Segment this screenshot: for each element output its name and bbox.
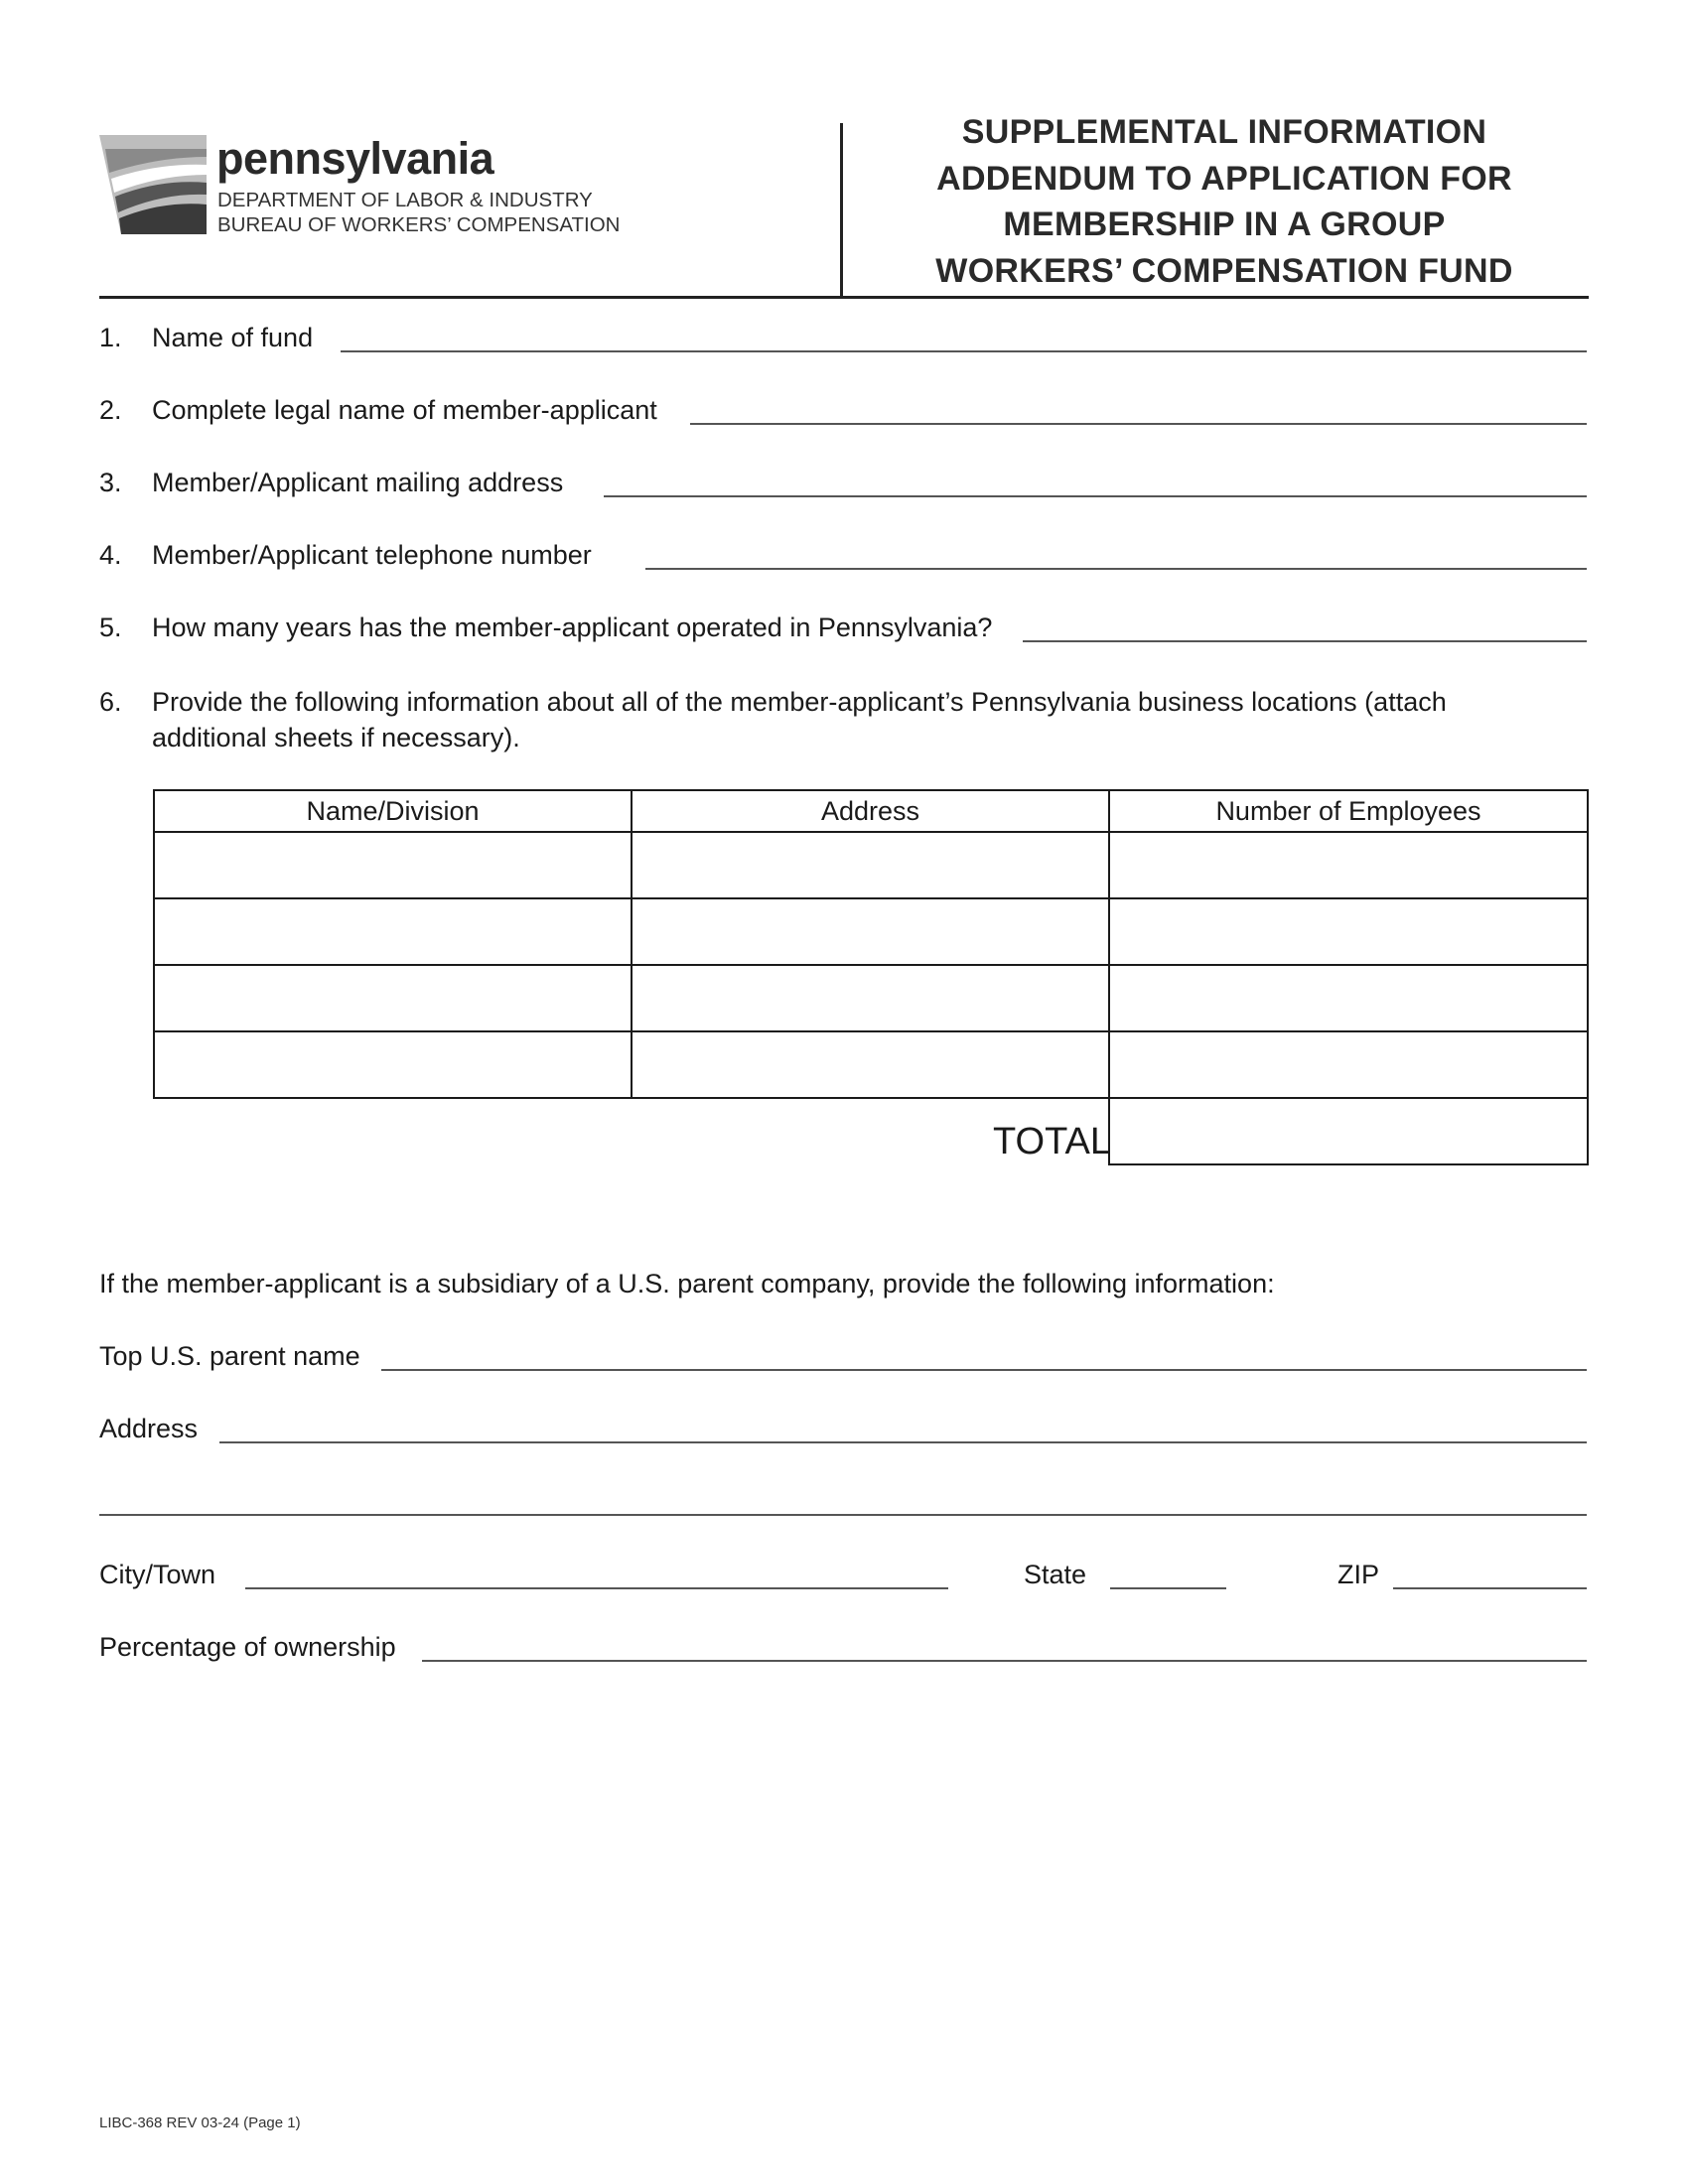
title-line: SUPPLEMENTAL INFORMATION bbox=[961, 113, 1487, 151]
title-line: ADDENDUM TO APPLICATION FOR bbox=[936, 159, 1512, 198]
ownership-percentage-label: Percentage of ownership bbox=[99, 1632, 396, 1662]
question-label-fund-name: Name of fund bbox=[152, 323, 314, 352]
department-line: DEPARTMENT OF LABOR & INDUSTRY bbox=[217, 189, 593, 211]
table-row bbox=[154, 1031, 1588, 1098]
question-label-mailing-address: Member/Applicant mailing address bbox=[152, 468, 564, 497]
state-field[interactable] bbox=[1110, 1587, 1226, 1589]
question-number: 6. bbox=[99, 687, 122, 717]
question-number: 4. bbox=[99, 540, 122, 570]
column-header-address: Address bbox=[632, 790, 1109, 832]
employees-cell[interactable] bbox=[1109, 898, 1588, 965]
business-locations-table bbox=[153, 789, 1589, 1099]
total-employees-field[interactable] bbox=[1108, 1099, 1589, 1165]
question-number: 2. bbox=[99, 395, 122, 425]
city-town-field[interactable] bbox=[245, 1587, 948, 1589]
zip-label: ZIP bbox=[1337, 1560, 1380, 1589]
address-cell[interactable] bbox=[632, 898, 1109, 965]
table-header-row bbox=[154, 790, 1588, 832]
state-label: State bbox=[1024, 1560, 1087, 1589]
pennsylvania-keystone-logo-icon bbox=[99, 135, 207, 234]
employees-cell[interactable] bbox=[1109, 832, 1588, 898]
ownership-percentage-field[interactable] bbox=[422, 1660, 1587, 1662]
parent-address-label: Address bbox=[99, 1414, 199, 1443]
question-label-legal-name: Complete legal name of member-applicant bbox=[152, 395, 657, 425]
name-division-cell[interactable] bbox=[154, 832, 632, 898]
header-rule bbox=[99, 296, 1589, 299]
question-number: 1. bbox=[99, 323, 122, 352]
bureau-line: BUREAU OF WORKERS’ COMPENSATION bbox=[217, 213, 621, 236]
question-label-business-locations-cont: additional sheets if necessary). bbox=[152, 723, 520, 752]
logo-wordmark: pennsylvania bbox=[216, 133, 494, 184]
header-divider bbox=[840, 123, 843, 298]
form-number-footer: LIBC-368 REV 03-24 (Page 1) bbox=[99, 2115, 301, 2131]
telephone-field[interactable] bbox=[645, 568, 1587, 570]
title-line: WORKERS’ COMPENSATION FUND bbox=[935, 251, 1513, 290]
parent-address-field-line2[interactable] bbox=[99, 1514, 1587, 1516]
top-parent-name-field[interactable] bbox=[381, 1369, 1587, 1371]
parent-company-intro: If the member-applicant is a subsidiary of a U.S. parent company, provide the following information: bbox=[99, 1269, 1275, 1298]
question-number: 5. bbox=[99, 613, 122, 642]
title-line: MEMBERSHIP IN A GROUP bbox=[1003, 205, 1446, 243]
question-number: 3. bbox=[99, 468, 122, 497]
question-label-years-operated: How many years has the member-applicant operated in Pennsylvania? bbox=[152, 613, 993, 642]
table-row bbox=[154, 898, 1588, 965]
parent-address-field[interactable] bbox=[219, 1441, 1587, 1443]
zip-field[interactable] bbox=[1393, 1587, 1587, 1589]
employees-cell[interactable] bbox=[1109, 1031, 1588, 1098]
column-header-number-of-employees: Number of Employees bbox=[1109, 790, 1588, 832]
department-name bbox=[217, 188, 620, 237]
years-operated-field[interactable] bbox=[1023, 640, 1587, 642]
legal-name-field[interactable] bbox=[690, 423, 1587, 425]
address-cell[interactable] bbox=[632, 1031, 1109, 1098]
table-row bbox=[154, 832, 1588, 898]
name-division-cell[interactable] bbox=[154, 898, 632, 965]
fund-name-field[interactable] bbox=[341, 350, 1587, 352]
address-cell[interactable] bbox=[632, 965, 1109, 1031]
employees-cell[interactable] bbox=[1109, 965, 1588, 1031]
city-town-label: City/Town bbox=[99, 1560, 216, 1589]
column-header-name-division: Name/Division bbox=[154, 790, 632, 832]
mailing-address-field[interactable] bbox=[604, 495, 1587, 497]
total-label: TOTAL bbox=[993, 1121, 1111, 1162]
form-title bbox=[864, 109, 1585, 294]
name-division-cell[interactable] bbox=[154, 1031, 632, 1098]
question-label-business-locations: Provide the following information about all of the member-applicant’s Pennsylvania business locations (attach bbox=[152, 687, 1447, 717]
address-cell[interactable] bbox=[632, 832, 1109, 898]
question-label-telephone: Member/Applicant telephone number bbox=[152, 540, 592, 570]
name-division-cell[interactable] bbox=[154, 965, 632, 1031]
table-row bbox=[154, 965, 1588, 1031]
top-parent-name-label: Top U.S. parent name bbox=[99, 1341, 360, 1371]
